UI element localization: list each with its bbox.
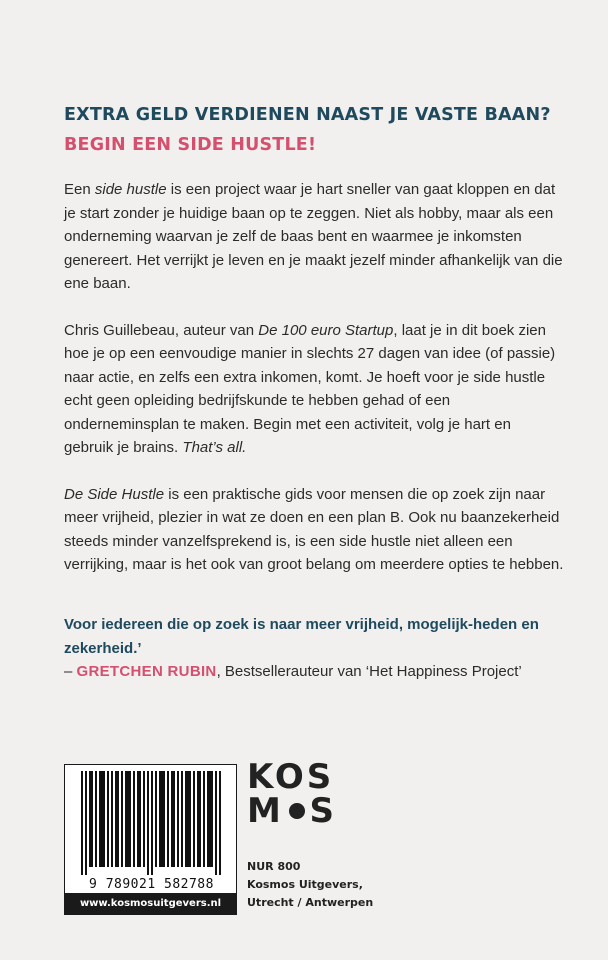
p2-emphasis-closing: That’s all. [182, 439, 247, 456]
isbn-number: 9 789021 582788 [89, 877, 214, 892]
endorsement-quote [64, 613, 564, 684]
quote-dash: – [64, 663, 77, 680]
headline-question: EXTRA GELD VERDIENEN NAAST JE VASTE BAAN? [64, 105, 551, 125]
p2-text-a: Chris Guillebeau, auteur van [64, 321, 259, 339]
kosmos-logo [247, 757, 337, 831]
logo-text-s: S [309, 791, 337, 831]
logo-text-top: KOS [247, 757, 335, 797]
quote-text: Voor iedereen die op zoek is naar meer vrijheid, mogelijk-heden en zekerheid.’ [64, 616, 539, 657]
nur-code: NUR 800 [247, 860, 301, 873]
blurb-paragraph-1 [64, 178, 564, 296]
publisher-url: www.kosmosuitgevers.nl [64, 893, 237, 915]
quote-author: GRETCHEN RUBIN [76, 663, 217, 680]
p1-text-b: is een project waar je hart sneller van gaat kloppen en dat je start zonder je huidige baan op te zeggen. Niet als hobby, maar als een onderneming waarvan je zelf de baas bent en waarmee je inkomsten genereert. Het verrijkt je leven en je maakt jezelf minder afhankelijk van die ene baan. [64, 181, 563, 292]
p3-emphasis-title: De Side Hustle [64, 485, 165, 503]
headline-call-to-action: BEGIN EEN SIDE HUSTLE! [64, 135, 317, 155]
p2-text-b: , laat je in dit boek zien hoe je op een eenvoudige manier in slechts 27 dagen van idee (of passie) naar actie, en zelfs een extra inkomen, komt. Je hoeft voor je side hustle echt geen opleiding bedrijfskunde te hebben gehad of een onderneminsplan te maken. Begin met een activiteit, volg je hart en gebruik je brains. [64, 321, 556, 456]
barcode-icon [71, 771, 231, 875]
logo-dot-icon [289, 803, 305, 819]
publisher-cities: Utrecht / Antwerpen [247, 896, 374, 909]
headline [64, 100, 584, 160]
p1-emphasis: side hustle [94, 181, 167, 198]
p2-emphasis-book-title: De 100 euro Startup [258, 321, 394, 339]
blurb-paragraph-2 [64, 319, 564, 460]
logo-row-2 [247, 791, 337, 831]
logo-row-1 [247, 757, 337, 797]
blurb [64, 178, 564, 600]
quote-attribution [64, 660, 564, 684]
blurb-paragraph-3 [64, 483, 564, 577]
publisher-name: Kosmos Uitgevers, [247, 878, 363, 891]
quote-attribution-text: , Bestsellerauteur van ‘Het Happiness Project’ [216, 663, 522, 680]
p3-text-b: is een praktische gids voor mensen die op zoek zijn naar meer vrijheid, plezier in wat ze doen en een plan B. Ook nu baanzekerheid steeds minder vanzelfsprekend is, is een side hustle niet alleen een verrijking, maar is het ook van groot belang om meerdere opties te hebben. [64, 485, 564, 573]
logo-text-m: M [247, 791, 284, 831]
p1-text-a: Een [64, 181, 95, 198]
publisher-info [247, 858, 397, 912]
